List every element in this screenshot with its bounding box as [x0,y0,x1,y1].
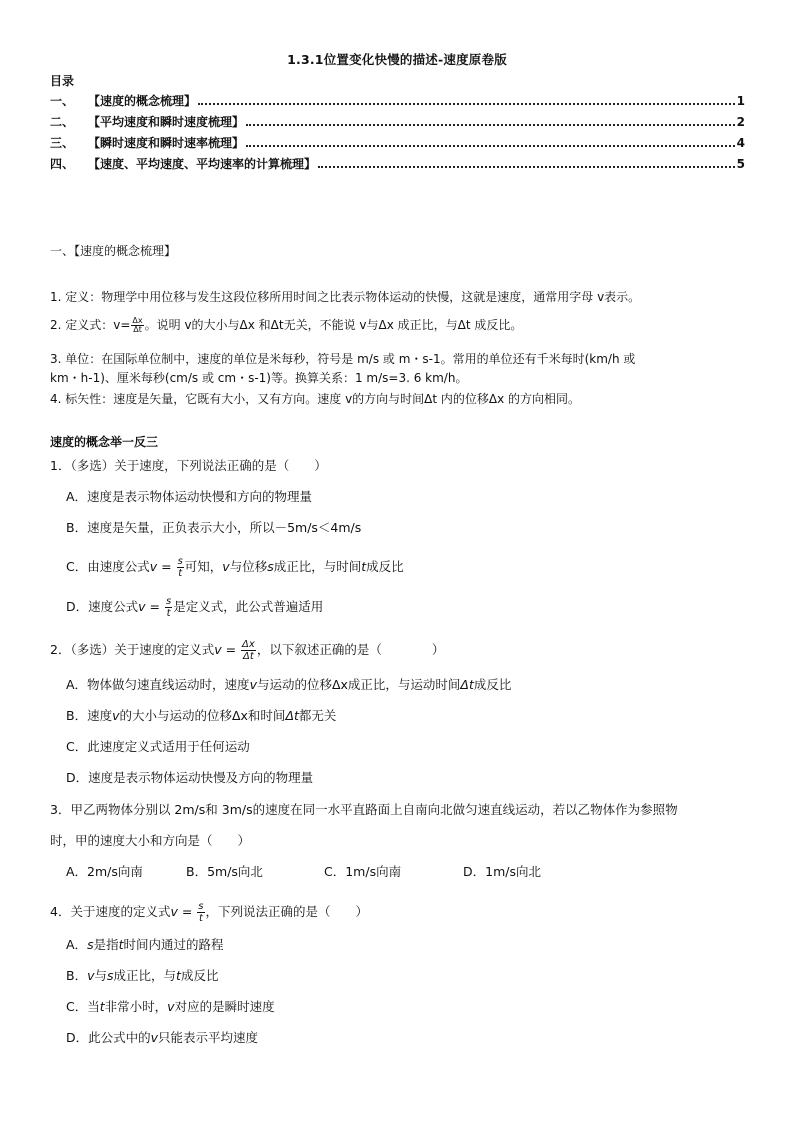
question-4-option-d[interactable] [66,1030,258,1046]
symbol-v: v [150,1030,159,1045]
section-heading: 一、【速度的概念梳理】 [50,244,177,258]
fraction-numerator: Δx [242,639,255,650]
symbol-v: v [112,708,120,723]
question-2-option-a[interactable] [66,677,511,693]
toc-item-label: 【速度、平均速度、平均速率的计算梳理】 [88,157,317,171]
question-4-option-a[interactable] [66,937,224,953]
option-text: 成反比 [366,559,404,574]
option-text: 只能表示平均速度 [158,1030,259,1045]
symbol-delta-t: Δt [285,708,299,723]
fraction-numerator: Δx [132,316,143,325]
symbol-v: v [87,968,95,983]
toc-heading: 目录 [50,74,75,88]
option-text: 成正比，与时间 [273,559,362,574]
formula-paragraph [50,317,522,334]
fraction-denominator: t [166,608,171,619]
toc-leader-dots [318,166,735,168]
fraction [177,556,184,579]
symbol-t: t [118,937,124,952]
option-text: D．速度公式 [66,599,139,614]
question-1-option-d[interactable] [66,596,323,619]
option-text: 的大小与运动的位移Δx和时间 [119,708,286,723]
formula-prefix: 2. 定义式：v= [50,318,131,332]
question-2-option-c[interactable]: C．此速度定义式适用于任何运动 [66,739,250,754]
stem-text: 2．（多选）关于速度的定义式 [50,642,215,657]
question-2-option-b[interactable] [66,708,336,724]
option-text: 是指 [93,937,119,952]
unit-paragraph-line2: km・h-1)、厘米每秒(cm/s 或 cm・s-1)等。换算关系：1 m/s=3. 6 km/h。 [50,371,468,385]
toc-leader-dots [198,103,735,105]
option-text: 成正比，与 [113,968,177,983]
option-text: B．速度 [66,708,113,723]
fraction-numerator: s [198,901,204,912]
question-4-stem [50,901,368,924]
fraction-numerator: s [165,596,172,607]
option-text: 时间内通过的路程 [123,937,224,952]
fraction [197,901,204,924]
symbol-v: v [149,559,158,574]
option-text: 成反比 [180,968,219,983]
symbol-v: v [167,999,175,1014]
equals-sign: = [145,599,164,614]
stem-text: 4．关于速度的定义式 [50,904,171,919]
formula-fraction [131,317,143,334]
option-text: 与运动的位移Δx成正比，与运动时间 [256,677,461,692]
fraction [241,639,256,662]
toc-item-number: 三、 [50,136,75,150]
unit-paragraph-line1: 3. 单位：在国际单位制中，速度的单位是米每秒，符号是 m/s 或 m・s-1。常用的单位还有千米每时(km/h 或 [50,352,636,366]
symbol-s: s [87,937,94,952]
equals-sign: = [177,904,197,919]
option-text: A．物体做匀速直线运动时，速度 [66,677,250,692]
question-2-stem [50,639,444,662]
toc-leader-dots [246,145,735,147]
option-text: B． [66,968,88,983]
stem-text: ，以下叙述正确的是（ ） [256,642,445,657]
question-3-option-c[interactable]: C．1m/s向南 [324,864,402,879]
symbol-v: v [138,599,146,614]
toc-item-4[interactable] [50,155,745,171]
symbol-t: t [99,999,105,1014]
toc-item-page: 5 [736,157,745,171]
vector-paragraph: 4. 标矢性：速度是矢量，它既有大小，又有方向。速度 v的方向与时间Δt 内的位移Δx 的方向相同。 [50,392,581,406]
option-text: A． [66,937,88,952]
fraction-denominator: t [178,568,183,579]
option-text: 都无关 [298,708,337,723]
question-1-option-c[interactable] [66,556,404,579]
toc-item-label: 【平均速度和瞬时速度梳理】 [88,115,245,129]
option-text: 与位移 [229,559,268,574]
question-1-option-a[interactable]: A．速度是表示物体运动快慢和方向的物理量 [66,489,313,504]
stem-text: ，下列说法正确的是（ ） [205,904,369,919]
option-text: D．此公式中的 [66,1030,151,1045]
option-text: 成反比 [473,677,512,692]
toc-item-page: 2 [736,115,745,129]
question-1-stem: 1．（多选）关于速度，下列说法正确的是（ ） [50,458,327,473]
fraction [165,596,172,619]
toc-item-page: 1 [736,94,745,108]
toc-leader-dots [246,124,735,126]
option-text: 可知， [184,559,223,574]
definition-paragraph: 1. 定义：物理学中用位移与发生这段位移所用时间之比表示物体运动的快慢，这就是速度，通常用字母 v表示。 [50,290,641,304]
fraction-numerator: s [177,556,183,567]
question-4-option-b[interactable] [66,968,218,984]
toc-item-label: 【瞬时速度和瞬时速率梳理】 [88,136,245,150]
toc-item-number: 四、 [50,157,75,171]
formula-suffix: 。说明 v的大小与Δx 和Δt无关，不能说 v与Δx 成正比，与Δt 成反比。 [144,318,523,332]
toc-item-label: 【速度的概念梳理】 [88,94,197,108]
option-text: C．当 [66,999,100,1014]
question-3-stem-line1: 3．甲乙两物体分别以 2m/s和 3m/s的速度在同一水平直路面上自南向北做匀速直线运动，若以乙物体作为参照物 [50,802,678,817]
question-3-option-a[interactable]: A．2m/s向南 [66,864,143,879]
toc-item-number: 二、 [50,115,75,129]
question-3-option-d[interactable]: D．1m/s向北 [463,864,541,879]
symbol-v: v [249,677,257,692]
symbol-t: t [361,559,367,574]
question-1-option-b[interactable]: B．速度是矢量，正负表示大小，所以－5m/s＜4m/s [66,520,362,535]
fraction-denominator: Δt [243,651,254,662]
option-text: 非常小时， [104,999,168,1014]
symbol-s: s [267,559,274,574]
question-4-option-c[interactable] [66,999,275,1015]
toc-item-2[interactable] [50,113,745,129]
option-text: 是定义式，此公式普遍适用 [173,599,324,614]
document-title: 1.3.1位置变化快慢的描述-速度原卷版 [287,52,507,67]
option-text: 对应的是瞬时速度 [174,999,275,1014]
symbol-v: v [214,642,222,657]
toc-item-page: 4 [736,136,745,150]
question-3-stem-line2: 时，甲的速度大小和方向是（ ） [50,833,251,848]
practice-heading: 速度的概念举一反三 [50,435,159,449]
symbol-v: v [170,904,178,919]
question-2-option-d[interactable]: D．速度是表示物体运动快慢及方向的物理量 [66,770,314,785]
equals-sign: = [157,559,176,574]
symbol-delta-t: Δt [460,677,474,692]
option-text: 与 [94,968,107,983]
question-3-option-b[interactable]: B．5m/s向北 [186,864,263,879]
toc-item-3[interactable] [50,134,745,150]
symbol-s: s [107,968,114,983]
option-text: C．由速度公式 [66,559,150,574]
equals-sign: = [221,642,241,657]
fraction-denominator: Δt [133,325,142,334]
symbol-t: t [176,968,181,983]
toc-item-1[interactable] [50,92,745,108]
toc-item-number: 一、 [50,94,75,108]
symbol-v: v [222,559,230,574]
fraction-denominator: t [198,913,203,924]
